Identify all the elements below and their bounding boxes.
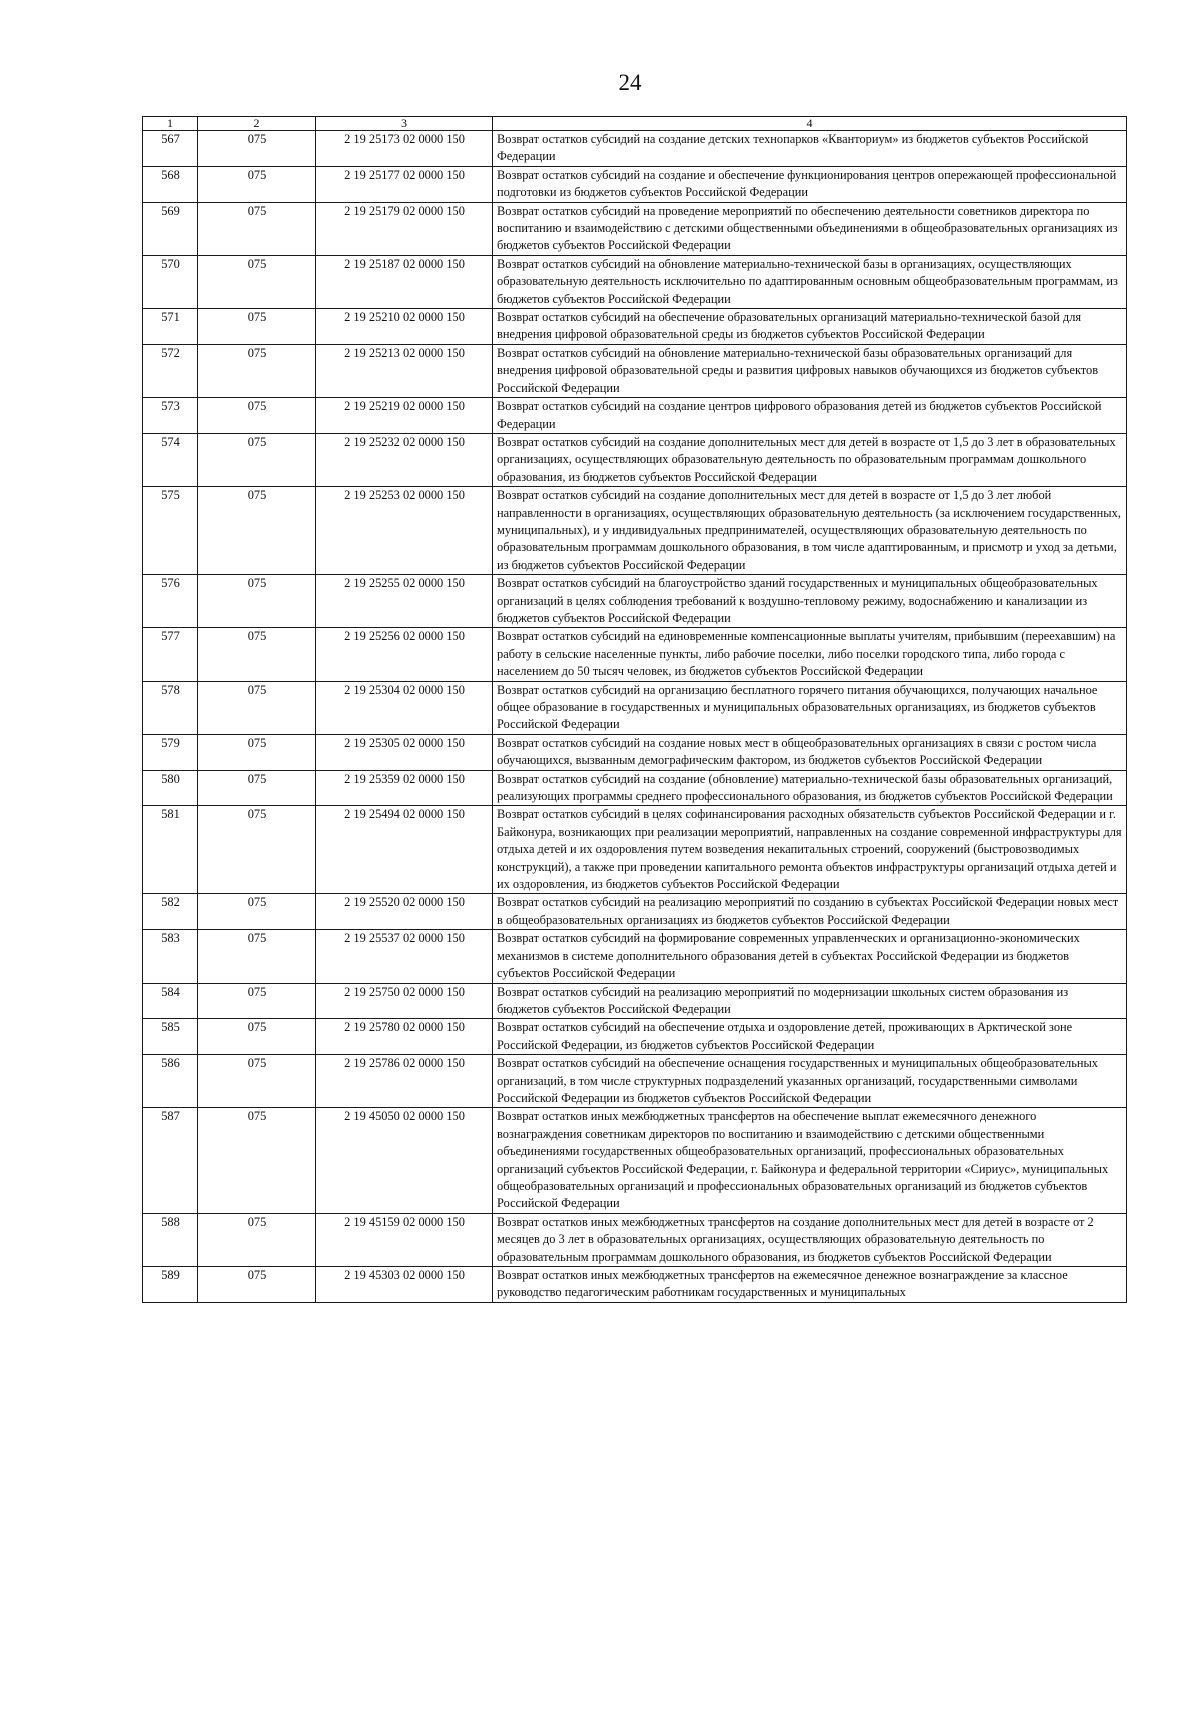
description-cell: Возврат остатков субсидий на благоустройство зданий государственных и муниципальных общеобразовательных организаций в целях соблюдения требований к воздушно-тепловому режиму, водоснабжению и канализации из бюджетов субъектов Российской Федерации (493, 575, 1127, 628)
budget-code-cell: 2 19 25359 02 0000 150 (316, 770, 493, 806)
header-col-3: 3 (316, 117, 493, 131)
row-number-cell: 575 (143, 487, 198, 575)
table-body (143, 131, 1127, 1303)
table-row (143, 202, 1127, 255)
description-cell: Возврат остатков субсидий на создание дополнительных мест для детей в возрасте от 1,5 до 3 лет в образовательных организациях, осуществляющих образовательную деятельность по образовательным программам дошкольного образования, из бюджетов субъектов Российской Федерации (493, 433, 1127, 486)
description-cell: Возврат остатков субсидий на реализацию мероприятий по созданию в субъектах Российской Федерации новых мест в общеобразовательных организациях из бюджетов субъектов Российской Федерации (493, 894, 1127, 930)
table-row (143, 681, 1127, 734)
budget-code-cell: 2 19 25187 02 0000 150 (316, 255, 493, 308)
table-row (143, 770, 1127, 806)
description-cell: Возврат остатков субсидий на создание центров цифрового образования детей из бюджетов субъектов Российской Федерации (493, 398, 1127, 434)
row-number-cell: 586 (143, 1055, 198, 1108)
row-number-cell: 581 (143, 806, 198, 894)
table-row (143, 806, 1127, 894)
table-row (143, 1055, 1127, 1108)
description-cell: Возврат остатков субсидий на единовременные компенсационные выплаты учителям, прибывшим (переехавшим) на работу в сельские населенные пункты, либо рабочие поселки, либо поселки городского типа, либо города с населением до 50 тысяч человек, из бюджетов субъектов Российской Федерации (493, 628, 1127, 681)
row-number-cell: 574 (143, 433, 198, 486)
admin-code-cell: 075 (198, 398, 316, 434)
description-cell: Возврат остатков субсидий на обеспечение отдыха и оздоровление детей, проживающих в Арктической зоне Российской Федерации, из бюджетов субъектов Российской Федерации (493, 1019, 1127, 1055)
budget-code-cell: 2 19 25173 02 0000 150 (316, 131, 493, 167)
description-cell: Возврат остатков иных межбюджетных трансфертов на создание дополнительных мест для детей в возрасте от 2 месяцев до 3 лет в образовательных организациях, осуществляющих образовательную деятельность по образовательным программам дошкольного образования, из бюджетов субъектов Российской Федерации (493, 1213, 1127, 1266)
table-row (143, 1108, 1127, 1213)
row-number-cell: 582 (143, 894, 198, 930)
row-number-cell: 589 (143, 1267, 198, 1303)
table-row (143, 1019, 1127, 1055)
admin-code-cell: 075 (198, 930, 316, 983)
row-number-cell: 579 (143, 734, 198, 770)
admin-code-cell: 075 (198, 487, 316, 575)
budget-code-cell: 2 19 25232 02 0000 150 (316, 433, 493, 486)
admin-code-cell: 075 (198, 734, 316, 770)
description-cell: Возврат остатков субсидий в целях софинансирования расходных обязательств субъектов Российской Федерации и г. Байконура, возникающих при реализации мероприятий, направленных на создание современной инфраструктуры для отдыха детей и их оздоровления путем возведения некапитальных строений, сооружений (быстровозводимых конструкций), а также при проведении капитального ремонта объектов инфраструктуры организаций отдыха детей и их оздоровления, из бюджетов субъектов Российской Федерации (493, 806, 1127, 894)
row-number-cell: 580 (143, 770, 198, 806)
budget-code-cell: 2 19 45159 02 0000 150 (316, 1213, 493, 1266)
table-row (143, 131, 1127, 167)
admin-code-cell: 075 (198, 344, 316, 397)
table-row (143, 1267, 1127, 1303)
admin-code-cell: 075 (198, 1213, 316, 1266)
budget-code-cell: 2 19 45303 02 0000 150 (316, 1267, 493, 1303)
admin-code-cell: 075 (198, 628, 316, 681)
table-row (143, 575, 1127, 628)
admin-code-cell: 075 (198, 770, 316, 806)
table-row (143, 930, 1127, 983)
table-row (143, 309, 1127, 345)
budget-code-cell: 2 19 25494 02 0000 150 (316, 806, 493, 894)
header-col-2: 2 (198, 117, 316, 131)
budget-code-cell: 2 19 25177 02 0000 150 (316, 166, 493, 202)
budget-code-cell: 2 19 25256 02 0000 150 (316, 628, 493, 681)
page-number: 24 (618, 70, 642, 95)
admin-code-cell: 075 (198, 575, 316, 628)
description-cell: Возврат остатков субсидий на обновление материально-технической базы в организациях, осуществляющих образовательную деятельность исключительно по адаптированным основным общеобразовательным программам, из бюджетов субъектов Российской Федерации (493, 255, 1127, 308)
row-number-cell: 569 (143, 202, 198, 255)
table-row (143, 894, 1127, 930)
budget-code-cell: 2 19 25780 02 0000 150 (316, 1019, 493, 1055)
budget-code-cell: 2 19 25255 02 0000 150 (316, 575, 493, 628)
budget-code-cell: 2 19 25304 02 0000 150 (316, 681, 493, 734)
budget-code-cell: 2 19 25305 02 0000 150 (316, 734, 493, 770)
admin-code-cell: 075 (198, 1108, 316, 1213)
admin-code-cell: 075 (198, 131, 316, 167)
budget-code-cell: 2 19 45050 02 0000 150 (316, 1108, 493, 1213)
budget-code-cell: 2 19 25210 02 0000 150 (316, 309, 493, 345)
admin-code-cell: 075 (198, 806, 316, 894)
budget-code-cell: 2 19 25213 02 0000 150 (316, 344, 493, 397)
row-number-cell: 578 (143, 681, 198, 734)
description-cell: Возврат остатков субсидий на формирование современных управленческих и организационно-экономических механизмов в системе дополнительного образования детей в субъектах Российской Федерации из бюджетов субъектов Российской Федерации (493, 930, 1127, 983)
admin-code-cell: 075 (198, 1267, 316, 1303)
admin-code-cell: 075 (198, 894, 316, 930)
header-col-4: 4 (493, 117, 1127, 131)
description-cell: Возврат остатков субсидий на обеспечение оснащения государственных и муниципальных общеобразовательных организаций, в том числе структурных подразделений указанных организаций, государственными символами Российской Федерации из бюджетов субъектов Российской Федерации (493, 1055, 1127, 1108)
admin-code-cell: 075 (198, 309, 316, 345)
budget-codes-table (142, 116, 1127, 1303)
description-cell: Возврат остатков субсидий на обеспечение образовательных организаций материально-технической базой для внедрения цифровой образовательной среды из бюджетов субъектов Российской Федерации (493, 309, 1127, 345)
row-number-cell: 584 (143, 983, 198, 1019)
admin-code-cell: 075 (198, 255, 316, 308)
admin-code-cell: 075 (198, 983, 316, 1019)
budget-code-cell: 2 19 25219 02 0000 150 (316, 398, 493, 434)
table-row (143, 166, 1127, 202)
description-cell: Возврат остатков субсидий на реализацию мероприятий по модернизации школьных систем образования из бюджетов субъектов Российской Федерации (493, 983, 1127, 1019)
row-number-cell: 573 (143, 398, 198, 434)
table-row (143, 487, 1127, 575)
row-number-cell: 587 (143, 1108, 198, 1213)
description-cell: Возврат остатков иных межбюджетных трансфертов на ежемесячное денежное вознаграждение за классное руководство педагогическим работникам государственных и муниципальных (493, 1267, 1127, 1303)
table-row (143, 628, 1127, 681)
description-cell: Возврат остатков иных межбюджетных трансфертов на обеспечение выплат ежемесячного денежного вознаграждения советникам директоров по воспитанию и взаимодействию с детскими общественными объединениями государственных общеобразовательных организаций, профессиональных образовательных организаций субъектов Российской Федерации, г. Байконура и федеральной территории «Сириус», муниципальных общеобразовательных организаций и профессиональных образовательных организаций из бюджетов субъектов Российской Федерации (493, 1108, 1127, 1213)
row-number-cell: 571 (143, 309, 198, 345)
budget-code-cell: 2 19 25253 02 0000 150 (316, 487, 493, 575)
description-cell: Возврат остатков субсидий на проведение мероприятий по обеспечению деятельности советников директора по воспитанию и взаимодействию с детскими общественными объединениями в общеобразовательных организациях из бюджетов субъектов Российской Федерации (493, 202, 1127, 255)
table-header-row (143, 117, 1127, 131)
budget-code-cell: 2 19 25750 02 0000 150 (316, 983, 493, 1019)
table-row (143, 344, 1127, 397)
table-row (143, 983, 1127, 1019)
row-number-cell: 577 (143, 628, 198, 681)
row-number-cell: 588 (143, 1213, 198, 1266)
row-number-cell: 572 (143, 344, 198, 397)
table-row (143, 398, 1127, 434)
description-cell: Возврат остатков субсидий на создание (обновление) материально-технической базы образовательных организаций, реализующих программы среднего профессионального образования, из бюджетов субъектов Российской Федерации (493, 770, 1127, 806)
description-cell: Возврат остатков субсидий на обновление материально-технической базы образовательных организаций для внедрения цифровой образовательной среды и развития цифровых навыков обучающихся из бюджетов субъектов Российской Федерации (493, 344, 1127, 397)
description-cell: Возврат остатков субсидий на организацию бесплатного горячего питания обучающихся, получающих начальное общее образование в государственных и муниципальных образовательных организациях, из бюджетов субъектов Российской Федерации (493, 681, 1127, 734)
description-cell: Возврат остатков субсидий на создание и обеспечение функционирования центров опережающей профессиональной подготовки из бюджетов субъектов Российской Федерации (493, 166, 1127, 202)
row-number-cell: 583 (143, 930, 198, 983)
row-number-cell: 585 (143, 1019, 198, 1055)
row-number-cell: 576 (143, 575, 198, 628)
header-col-1: 1 (143, 117, 198, 131)
table-row (143, 734, 1127, 770)
table-row (143, 255, 1127, 308)
table-row (143, 433, 1127, 486)
table-row (143, 1213, 1127, 1266)
budget-code-cell: 2 19 25537 02 0000 150 (316, 930, 493, 983)
budget-code-cell: 2 19 25520 02 0000 150 (316, 894, 493, 930)
admin-code-cell: 075 (198, 433, 316, 486)
admin-code-cell: 075 (198, 1055, 316, 1108)
budget-code-cell: 2 19 25179 02 0000 150 (316, 202, 493, 255)
admin-code-cell: 075 (198, 166, 316, 202)
admin-code-cell: 075 (198, 1019, 316, 1055)
row-number-cell: 567 (143, 131, 198, 167)
description-cell: Возврат остатков субсидий на создание дополнительных мест для детей в возрасте от 1,5 до 3 лет любой направленности в организациях, осуществляющих образовательную деятельность (за исключением государственных, муниципальных), и у индивидуальных предпринимателей, осуществляющих образовательную деятельность по образовательным программам дошкольного образования, в том числе адаптированным, и присмотр и уход за детьми, из бюджетов субъектов Российской Федерации (493, 487, 1127, 575)
row-number-cell: 568 (143, 166, 198, 202)
admin-code-cell: 075 (198, 202, 316, 255)
description-cell: Возврат остатков субсидий на создание новых мест в общеобразовательных организациях в связи с ростом числа обучающихся, вызванным демографическим фактором, из бюджетов субъектов Российской Федерации (493, 734, 1127, 770)
description-cell: Возврат остатков субсидий на создание детских технопарков «Кванториум» из бюджетов субъектов Российской Федерации (493, 131, 1127, 167)
row-number-cell: 570 (143, 255, 198, 308)
admin-code-cell: 075 (198, 681, 316, 734)
budget-code-cell: 2 19 25786 02 0000 150 (316, 1055, 493, 1108)
